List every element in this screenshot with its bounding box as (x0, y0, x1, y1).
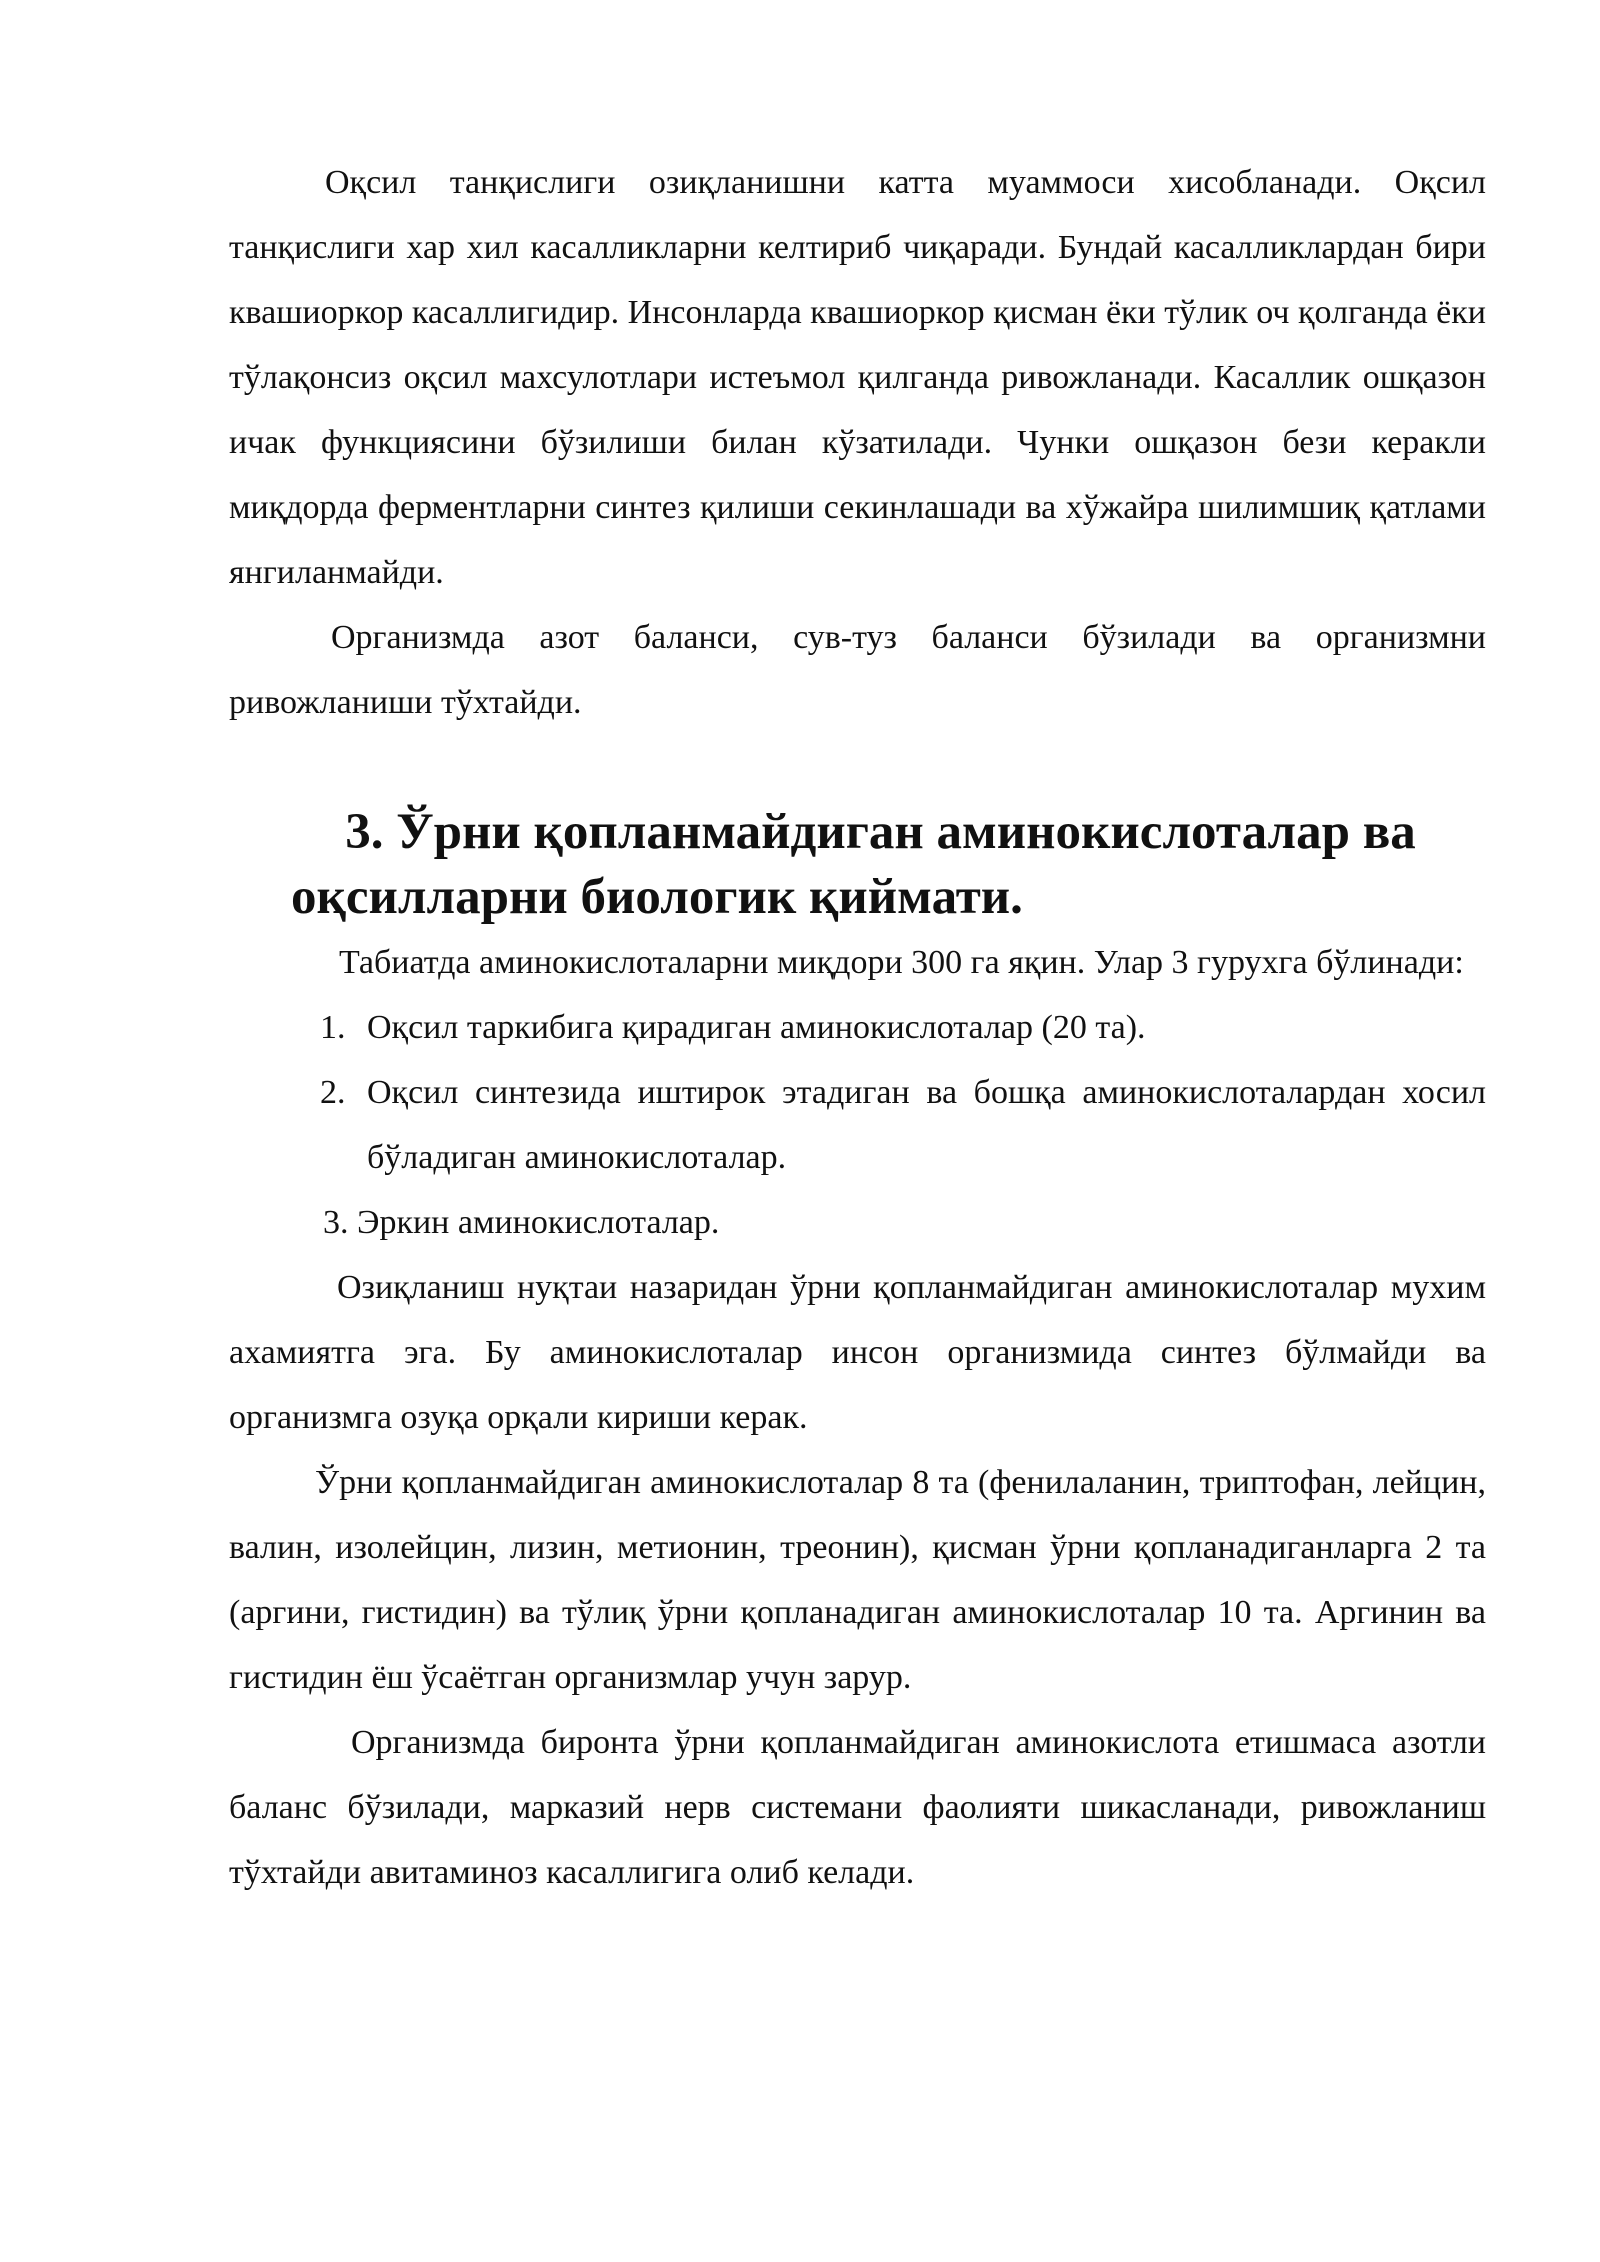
amino-acid-groups-list (229, 995, 1486, 1255)
paragraph-protein-deficiency: Оқсил танқислиги озиқланишни катта муаммоси хисобланади. Оқсил танқислиги хар хил касалликларни келтириб чиқаради. Бундай касалликлардан бири квашиоркор касаллигидир. Инсонларда квашиоркор қисман ёки тўлик оч қолганда ёки тўлақонсиз оқсил махсулотлари истеъмол қилганда ривожланади. Касаллик ошқазон ичак функциясини бўзилиши билан кўзатилади. Чунки ошқазон бези керакли миқдорда ферментларни синтез қилиши секинлашади ва хўжайра шилимшиқ қатлами янгиланмайди. (229, 164, 1486, 591)
paragraph-essential-amino-acids: Ўрни қопланмайдиган аминокислоталар 8 та (фенилаланин, триптофан, лейцин, валин, изолейцин, лизин, метионин, треонин), қисман ўрни қопланадиганларга 2 та (аргини, гистидин) ва тўлиқ ўрни қопланадиган аминокислоталар 10 та. Аргинин ва гистидин ёш ўсаётган организмлар учун зарур. (229, 1464, 1486, 1696)
section-heading: 3. Ўрни қопланмайдиган аминокислоталар ва оқсилларни биологик қиймати. (291, 804, 1416, 925)
document-body (229, 150, 1486, 1905)
list-item-number: 1. (320, 1009, 346, 1046)
paragraph-amino-acid-groups-intro: Табиатда аминокислоталарни миқдори 300 га яқин. Улар 3 гурухга бўлинади: (339, 944, 1464, 981)
list-item (229, 1190, 1486, 1255)
list-item-text: 3. Эркин аминокислоталар. (323, 1204, 720, 1241)
list-item (229, 1060, 1486, 1190)
list-item (229, 995, 1486, 1060)
list-item-number: 2. (320, 1074, 346, 1111)
paragraph-nitrogen-balance: Организмда азот баланси, сув-туз баланси бўзилади ва организмни ривожланиши тўхтайди. (229, 619, 1486, 721)
paragraph-deficiency-effects: Организмда биронта ўрни қопланмайдиган аминокислота етишмаса азотли баланс бўзилади, марказий нерв системани фаолияти шикасланади, ривожланиш тўхтайди авитаминоз касаллигига олиб келади. (229, 1724, 1486, 1891)
paragraph-nutrition-importance: Озиқланиш нуқтаи назаридан ўрни қопланмайдиган аминокислоталар мухим ахамиятга эга. Бу аминокислоталар инсон организмида синтез бўлмайди ва организмга озуқа орқали кириши керак. (229, 1269, 1486, 1436)
list-item-text: Оқсил синтезида иштирок этадиган ва бошқа аминокислоталардан хосил бўладиган аминокислоталар. (367, 1074, 1486, 1176)
list-item-text: Оқсил таркибига қирадиган аминокислоталар (20 та). (367, 1009, 1146, 1046)
